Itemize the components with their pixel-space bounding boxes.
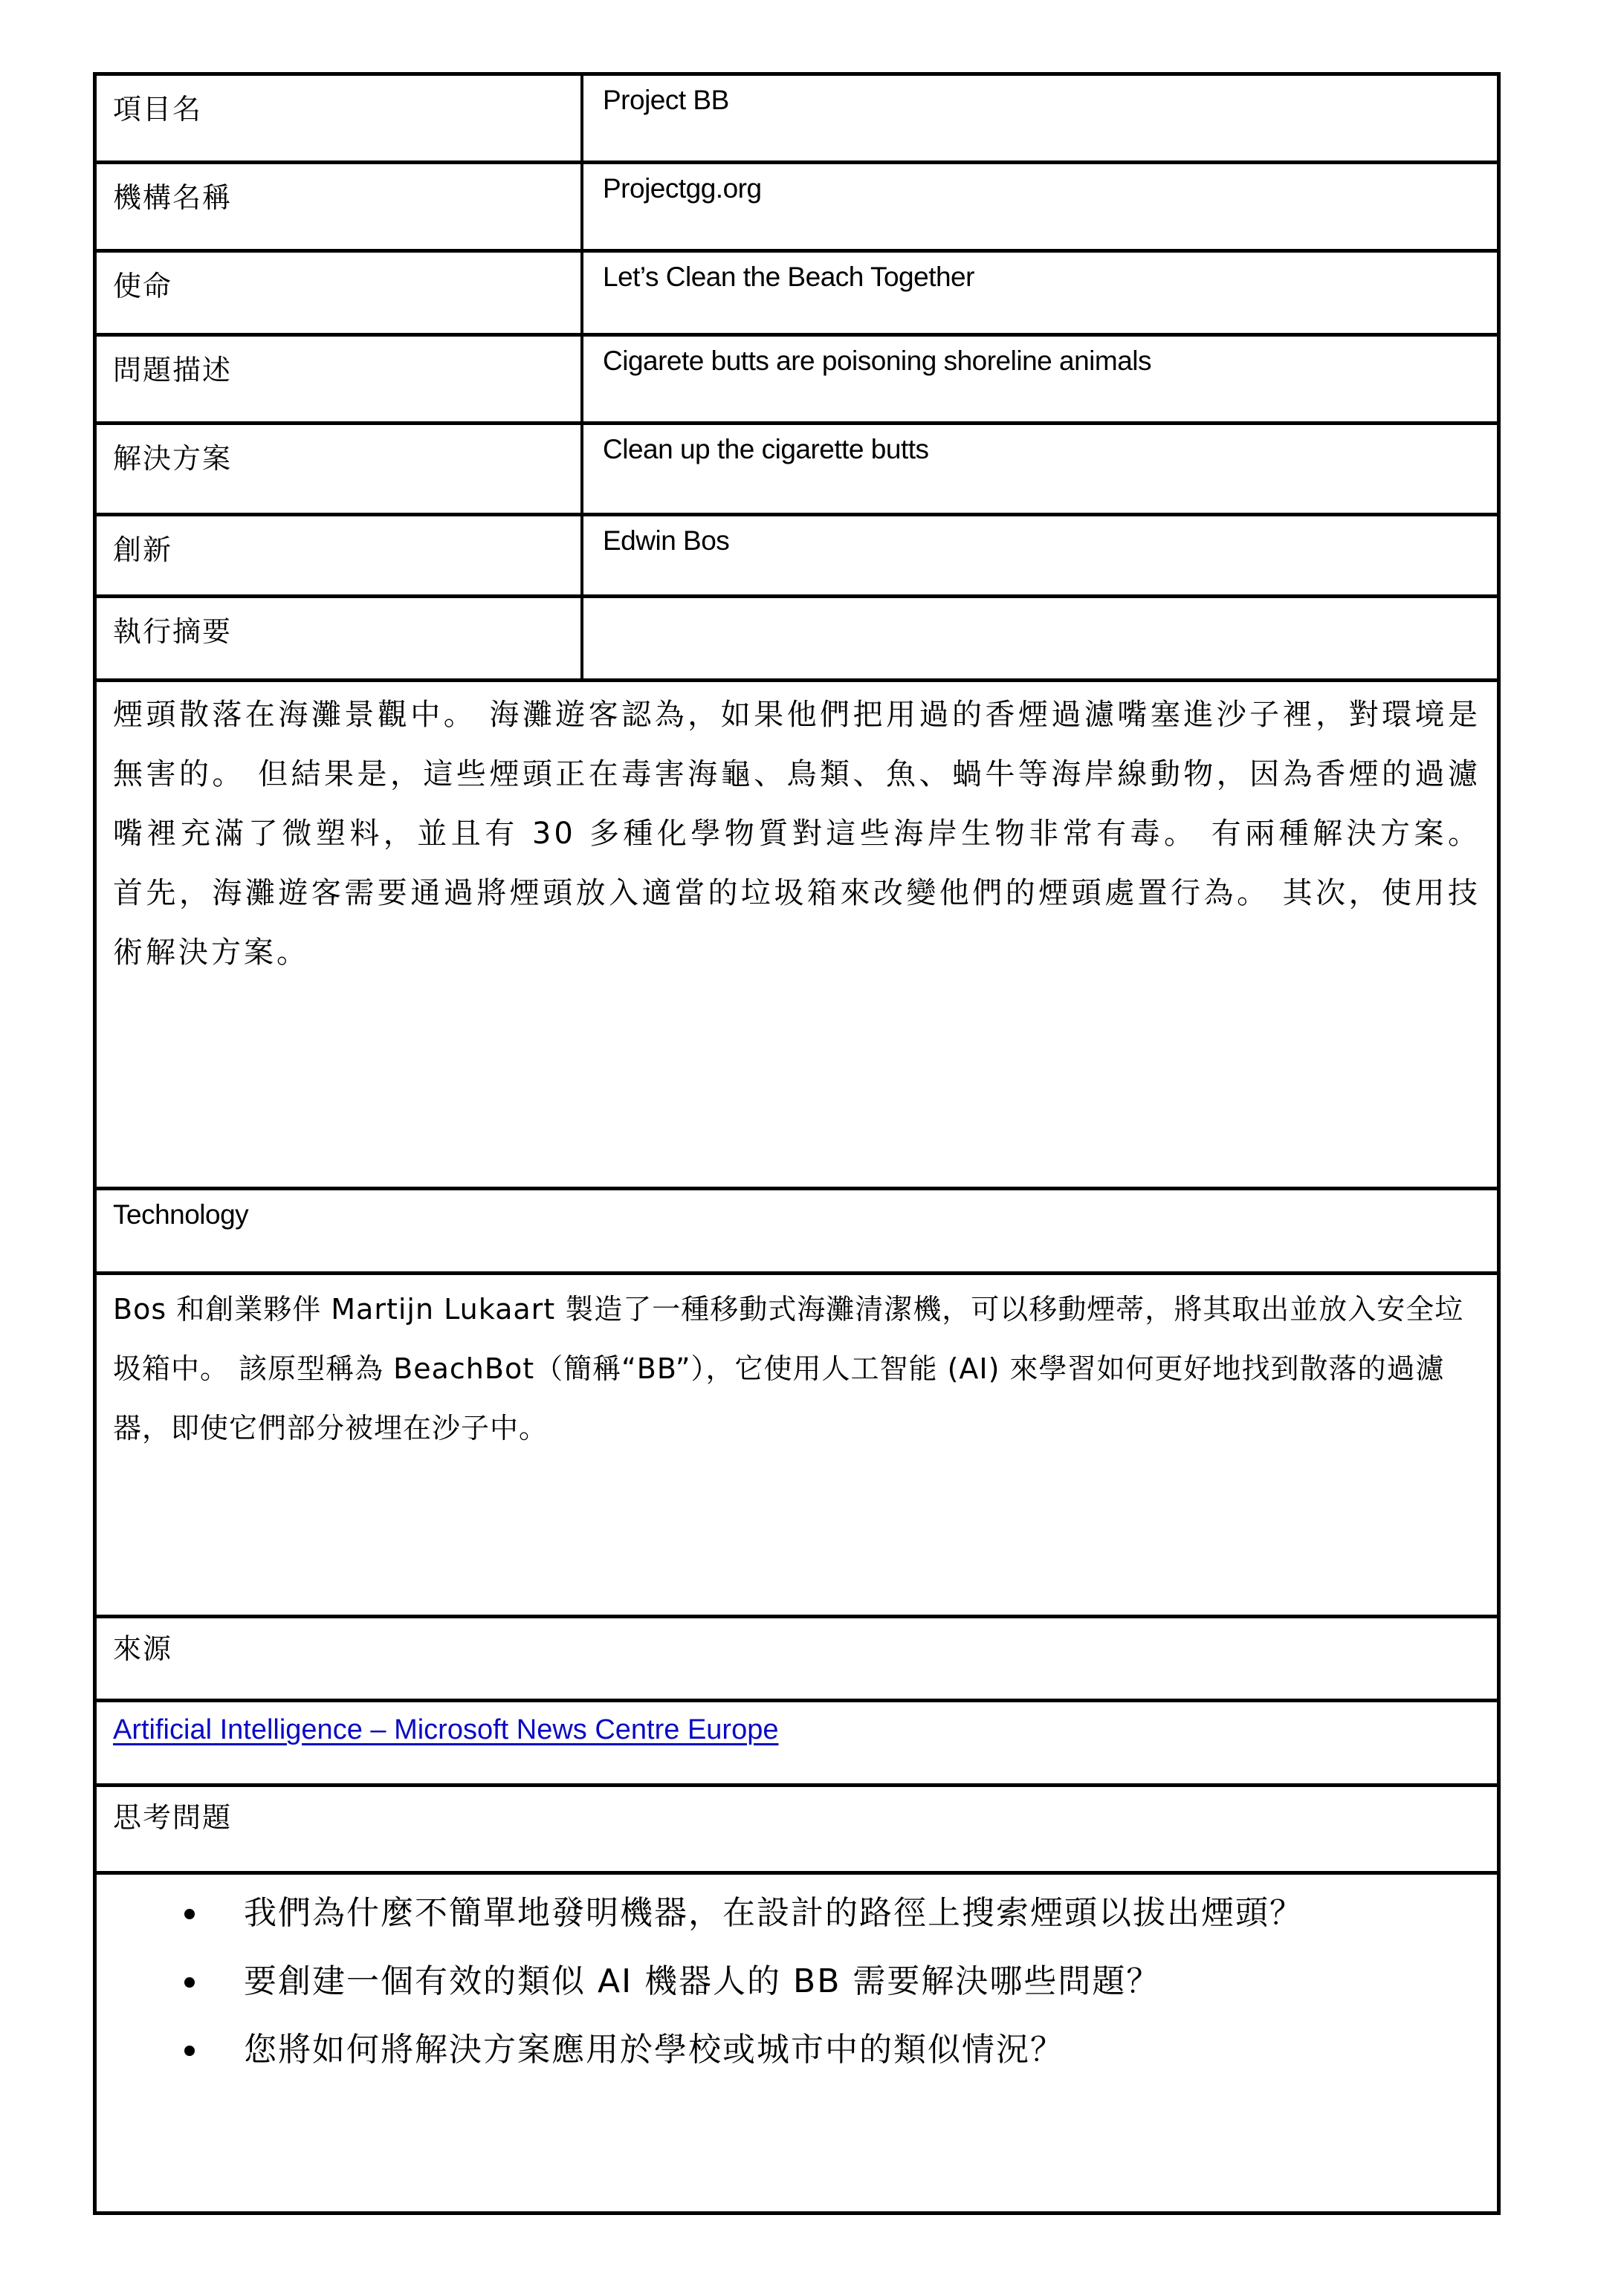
question-text: 您將如何將解決方案應用於學校或城市中的類似情況？ — [244, 2031, 1064, 2069]
value-organization: Projectgg.org — [603, 173, 762, 204]
summary-paragraph: 煙頭散落在海灘景觀中。 海灘遊客認為，如果他們把用過的香煙過濾嘴塞進沙子裡，對環境是無害的。 但結果是，這些煙頭正在毒害海龜、鳥類、魚、蝸牛等海岸線動物，因為香煙的過濾嘴裡充滿了微塑料，並且有 30 多種化學物質對這些海岸生物非常有毒。 有兩種解決方案。 首先，海灘遊客需要通過將煙頭放入適當的垃圾箱來改變他們的煙頭處置行為。 其次，使用技術解決方案。 — [113, 698, 1481, 970]
value-project-name: Project BB — [603, 85, 729, 115]
question-item — [113, 2016, 1481, 2084]
question-item — [113, 1948, 1481, 2016]
technology-heading: Technology — [113, 1199, 249, 1230]
table-row-questions-label — [97, 1783, 1497, 1871]
table-row-problem — [97, 333, 1497, 421]
source-link[interactable]: Artificial Intelligence – Microsoft News Centre Europe — [113, 1714, 779, 1745]
value-mission: Let’s Clean the Beach Together — [603, 262, 974, 292]
bullet-icon — [184, 1909, 195, 1919]
table-row-solution — [97, 421, 1497, 513]
table-row-executive-summary — [97, 594, 1497, 678]
table-row-source-link — [97, 1699, 1497, 1783]
question-item — [113, 1879, 1481, 1948]
technology-paragraph: Bos 和創業夥伴 Martijn Lukaart 製造了一種移動式海灘清潔機，可以移動煙蒂，將其取出並放入安全垃圾箱中。 該原型稱為 BeachBot（簡稱“BB”），它使用人工智能 (AI) 來學習如何更好地找到散落的過濾器，即使它們部分被埋在沙子中。 — [113, 1293, 1464, 1444]
questions-list — [113, 1879, 1481, 2084]
question-text: 我們為什麼不簡單地發明機器，在設計的路徑上搜索煙頭以拔出煙頭？ — [244, 1894, 1304, 1932]
source-heading: 來源 — [113, 1632, 173, 1665]
label-mission: 使命 — [97, 253, 583, 333]
questions-heading: 思考問題 — [113, 1801, 233, 1834]
label-innovation: 創新 — [97, 516, 583, 594]
question-text: 要創建一個有效的類似 AI 機器人的 BB 需要解決哪些問題？ — [244, 1962, 1161, 2000]
table-row-innovation — [97, 513, 1497, 594]
value-innovation: Edwin Bos — [603, 525, 730, 556]
value-problem: Cigarete butts are poisoning shoreline animals — [603, 346, 1151, 376]
table-row-mission — [97, 249, 1497, 333]
label-project-name: 項目名 — [97, 76, 583, 160]
label-solution: 解決方案 — [97, 425, 583, 513]
table-row-summary-text — [97, 678, 1497, 1187]
project-info-table — [93, 72, 1501, 2215]
label-organization: 機構名稱 — [97, 164, 583, 249]
table-row-questions — [97, 1871, 1497, 2211]
table-row-technology-text — [97, 1271, 1497, 1615]
table-row-technology-label — [97, 1187, 1497, 1271]
label-executive-summary: 執行摘要 — [97, 598, 583, 678]
value-executive-summary — [583, 598, 1497, 678]
table-row-organization — [97, 160, 1497, 249]
table-row-source-label — [97, 1615, 1497, 1699]
table-row-project-name — [97, 76, 1497, 160]
bullet-icon — [184, 2046, 195, 2056]
label-problem: 問題描述 — [97, 337, 583, 421]
bullet-icon — [184, 1977, 195, 1988]
value-solution: Clean up the cigarette butts — [603, 434, 929, 464]
